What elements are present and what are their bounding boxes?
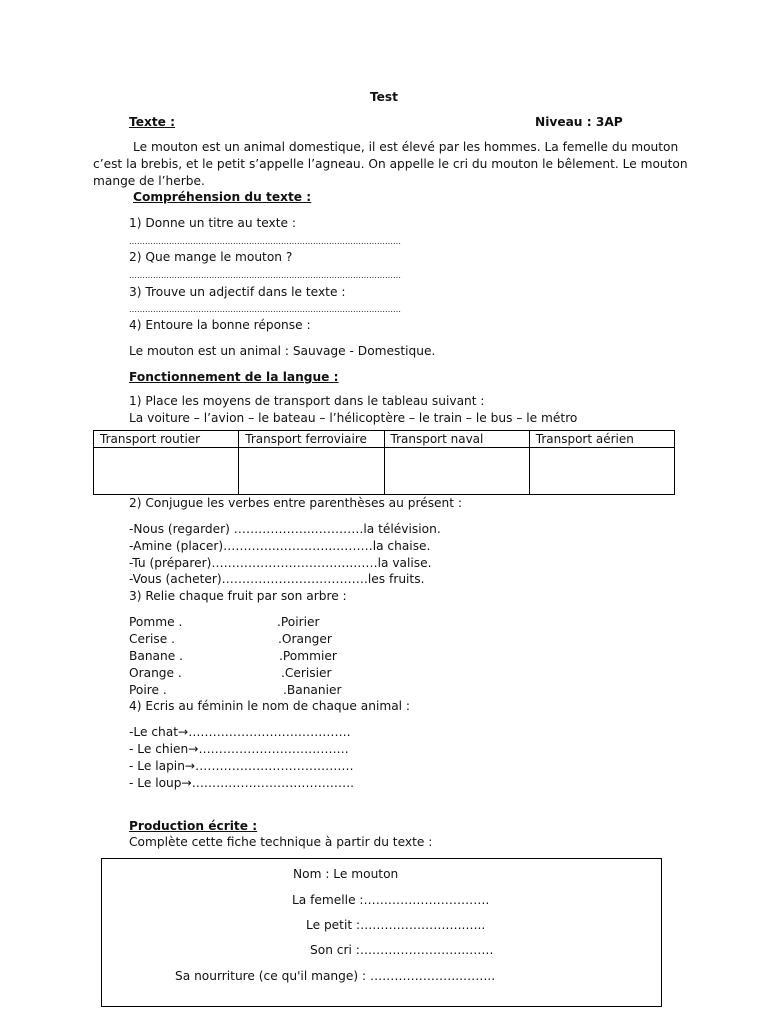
answer-line-3: ………………………………………………………………………………………… (129, 305, 401, 314)
verb-line-2: -Amine (placer)…………..…………..………la chaise. (129, 539, 431, 553)
page-title: Test (369, 90, 399, 104)
tree-item: .Pommier (279, 649, 337, 663)
passage-line-2: c’est la brebis, et le petit s’appelle l’agneau. On appelle le cri du mouton le bêlement. Le mouton (93, 157, 688, 171)
table-cell-naval[interactable] (384, 448, 529, 495)
tree-item: .Bananier (283, 683, 342, 697)
texte-label: Texte : (129, 115, 176, 129)
question-3: 3) Trouve un adjectif dans le texte : (129, 285, 346, 299)
animal-line-2: - Le chien→………………………………. (129, 742, 349, 756)
fruit-item: Cerise . (129, 632, 176, 646)
tree-item: .Poirier (277, 615, 320, 629)
fiche-femelle: La femelle :…………………………. (292, 893, 490, 907)
fiche-petit: Le petit :……………………..….. (306, 918, 486, 932)
table-header-aerien: Transport aérien (529, 431, 674, 448)
question-4: 4) Entoure la bonne réponse : (129, 318, 311, 332)
transport-list: La voiture – l’avion – le bateau – l’hélicoptère – le train – le bus – le métro (129, 411, 578, 425)
langue-question-4: 4) Ecris au féminin le nom de chaque animal : (129, 699, 411, 713)
table-cell-aerien[interactable] (529, 448, 674, 495)
fruit-item: Orange . (129, 666, 182, 680)
animal-line-4: - Le loup→…………………………………. (129, 776, 355, 790)
production-instruction: Complète cette fiche technique à partir du texte : (129, 835, 433, 849)
verb-line-4: -Vous (acheter)………………………………les fruits. (129, 572, 425, 586)
tree-item: .Oranger (278, 632, 332, 646)
langue-question-1: 1) Place les moyens de transport dans le tableau suivant : (129, 394, 485, 408)
langue-question-2: 2) Conjugue les verbes entre parenthèses au présent : (129, 496, 463, 510)
fiche-cri: Son cri :……………………..……. (310, 943, 494, 957)
fiche-nom: Nom : Le mouton (293, 867, 399, 881)
table-header-ferroviaire: Transport ferroviaire (239, 431, 384, 448)
answer-line-1: ………………………………………………………………………………………… (129, 237, 401, 246)
fruit-item: Banane . (129, 649, 183, 663)
comprehension-heading: Compréhension du texte : (133, 190, 312, 204)
production-heading: Production écrite : (129, 819, 258, 833)
question-1: 1) Donne un titre au texte : (129, 216, 297, 230)
niveau-label: Niveau : 3AP (535, 115, 623, 129)
table-header-routier: Transport routier (94, 431, 239, 448)
langue-question-3: 3) Relie chaque fruit par son arbre : (129, 589, 347, 603)
fiche-nourriture: Sa nourriture (ce qu'il mange) : …………………..…….. (175, 969, 496, 983)
tree-item: .Cerisier (281, 666, 332, 680)
table-header-naval: Transport naval (384, 431, 529, 448)
question-4-answer: Le mouton est un animal : Sauvage - Domestique. (129, 344, 436, 358)
langue-heading: Fonctionnement de la langue : (129, 370, 339, 384)
animal-line-3: - Le lapin→………………………………… (129, 759, 354, 773)
table-cell-ferroviaire[interactable] (239, 448, 384, 495)
fruit-item: Poire . (129, 683, 167, 697)
animal-line-1: -Le chat→…………………………………. (129, 725, 351, 739)
question-2: 2) Que mange le mouton ? (129, 250, 293, 264)
fiche-technique-box (101, 858, 662, 1007)
answer-line-2: ………………………………………………………………………………………… (129, 271, 401, 280)
table-cell-routier[interactable] (94, 448, 239, 495)
verb-line-3: -Tu (préparer)……………………………..……la valise. (129, 556, 432, 570)
passage-line-3: mange de l’herbe. (93, 174, 205, 188)
passage-line-1: Le mouton est un animal domestique, il est élevé par les hommes. La femelle du mouton (133, 140, 679, 154)
verb-line-1: -Nous (regarder) ………………..…………la télévision. (129, 522, 441, 536)
transport-table (93, 430, 675, 495)
fruit-item: Pomme . (129, 615, 183, 629)
